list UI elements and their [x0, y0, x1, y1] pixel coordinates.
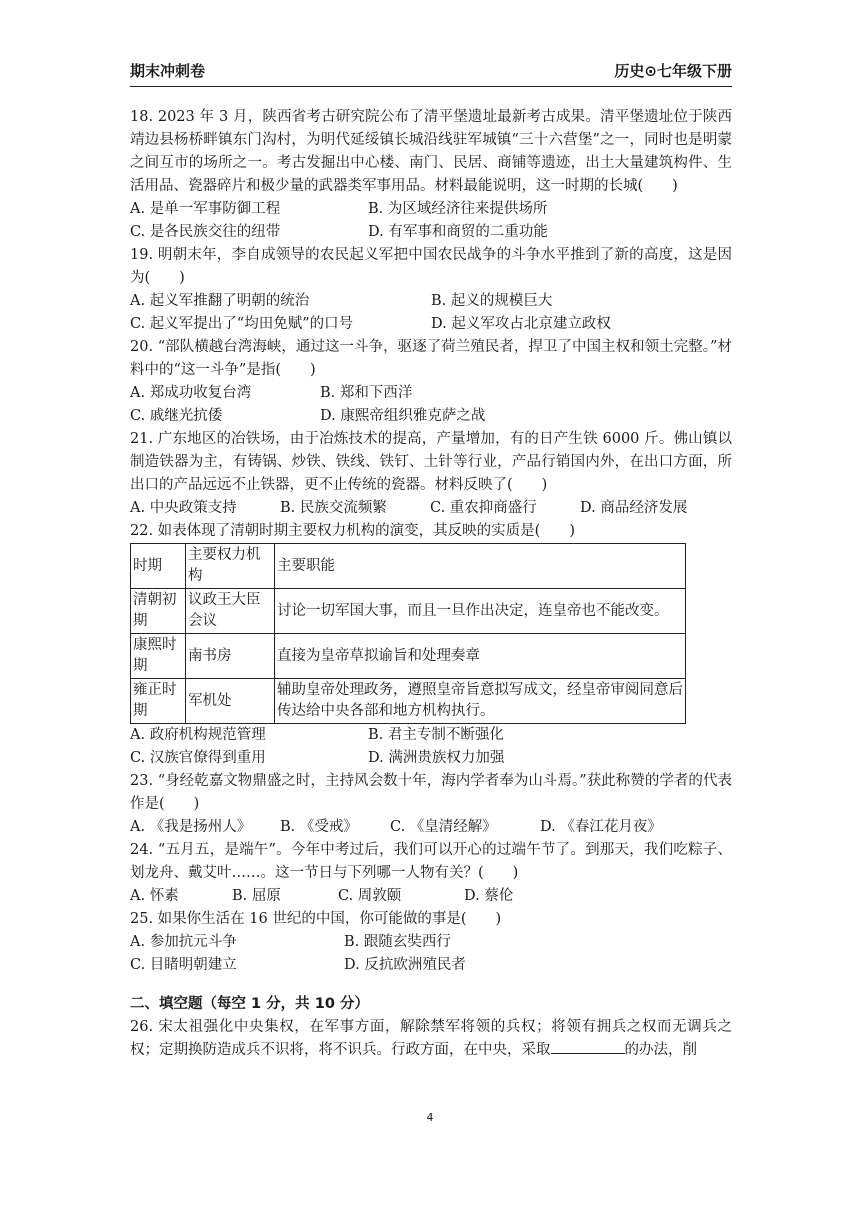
- question-18-options-row2: [130, 221, 732, 244]
- option-a: A. 郑成功收复台湾: [130, 385, 252, 401]
- table-row: [131, 679, 686, 724]
- exam-title: 期末冲刺卷: [130, 62, 206, 80]
- option-a: A. 起义军推翻了明朝的统治: [130, 293, 310, 309]
- option-d: D. 《春江花月夜》: [540, 819, 662, 835]
- question-25-stem: 25. 如果你生活在 16 世纪的中国，你可能做的事是( ): [130, 911, 502, 927]
- option-b: B. 民族交流频繁: [280, 500, 387, 516]
- option-b: B. 《受戒》: [280, 819, 358, 835]
- option-d: D. 起义军攻占北京建立政权: [431, 316, 611, 332]
- option-a: A. 怀素: [130, 888, 179, 904]
- page-header: [130, 56, 732, 87]
- question-25-options-row2: [130, 954, 732, 977]
- option-b: B. 屈原: [232, 888, 281, 904]
- question-18-stem: 18. 2023 年 3 月，陕西省考古研究院公布了清平堡遗址最新考古成果。清平堡遗址位于陕西靖边县杨桥畔镇东门沟村，为明代延绥镇长城沿线驻军城镇“三十六营堡”之一，同时也是明蒙之间互市的场所之一。考古发掘出中心楼、南门、民居、商铺等遗迹，出土大量建筑构件、生活用品、瓷器碎片和极少量的武器类军事用品。材料最能说明，这一时期的长城( ): [130, 109, 732, 194]
- question-26-text-part2: 的办法，削: [624, 1042, 697, 1058]
- question-22-options-row2: [130, 747, 732, 770]
- option-d: D. 商品经济发展: [580, 500, 688, 516]
- question-21-options: [130, 497, 732, 520]
- option-a: A. 参加抗元斗争: [130, 934, 237, 950]
- option-b: B. 君主专制不断强化: [368, 727, 504, 743]
- option-c: C. 起义军提出了“均田免赋”的口号: [130, 316, 354, 332]
- question-22-stem: 22. 如表体现了清朝时期主要权力机构的演变，其反映的实质是( ): [130, 523, 575, 539]
- option-c: C. 是各民族交往的纽带: [130, 224, 281, 240]
- table-cell: 辅助皇帝处理政务，遵照皇帝旨意拟写成文，经皇帝审阅同意后传达给中央各部和地方机构执行。: [275, 679, 686, 724]
- page-number: 4: [426, 1111, 434, 1124]
- option-c: C. 戚继光抗倭: [130, 408, 223, 424]
- table-cell: 康熙时期: [131, 634, 186, 679]
- question-19-options-row2: [130, 313, 732, 336]
- question-26-text-part1: 26. 宋太祖强化中央集权，在军事方面，解除禁军将领的兵权；将领有拥兵之权而无调兵之权；定期换防造成兵不识将，将不识兵。行政方面，在中央，采取: [130, 1019, 732, 1058]
- option-b: B. 起义的规模巨大: [431, 293, 553, 309]
- question-24-stem: 24. “五月五，是端午”。今年中考过后，我们可以开心的过端午节了。到那天，我们吃粽子、划龙舟、戴艾叶……。这一节日与下列哪一人物有关？( ): [130, 842, 732, 881]
- table-cell: 清朝初期: [131, 589, 186, 634]
- option-d: D. 反抗欧洲殖民者: [344, 957, 466, 973]
- question-26-stem: [130, 1016, 732, 1062]
- option-a: A. 政府机构规范管理: [130, 727, 266, 743]
- question-18-options-row1: [130, 198, 732, 221]
- option-d: D. 有军事和商贸的二重功能: [368, 224, 548, 240]
- question-20-options-row2: [130, 405, 732, 428]
- table-header-row: [131, 544, 686, 589]
- option-d: D. 康熙帝组织雅克萨之战: [320, 408, 486, 424]
- option-c: C. 《皇清经解》: [390, 819, 497, 835]
- option-a: A. 《我是扬州人》: [130, 819, 252, 835]
- table-cell: 直接为皇帝草拟谕旨和处理奏章: [275, 634, 686, 679]
- answer-blank[interactable]: [551, 1039, 625, 1054]
- option-c: C. 重农抑商盛行: [430, 500, 537, 516]
- question-19-stem: 19. 明朝末年，李自成领导的农民起义军把中国农民战争的斗争水平推到了新的高度，这是因为( ): [130, 247, 732, 286]
- table-header-cell: 主要权力机构: [186, 544, 275, 589]
- table-row: [131, 589, 686, 634]
- question-21-stem: 21. 广东地区的冶铁场，由于冶炼技术的提高，产量增加，有的日产生铁 6000 斤。佛山镇以制造铁器为主，有铸锅、炒铁、铁线、铁钉、土针等行业，产品行销国内外，在出口方面，所出口的产品远远不止铁器，更不止传统的瓷器。材料反映了( ): [130, 431, 732, 493]
- subject-label: 历史⊙七年级下册: [614, 62, 732, 80]
- question-19-options-row1: [130, 290, 732, 313]
- question-20-stem: 20. “部队横越台湾海峡，通过这一斗争，驱逐了荷兰殖民者，捍卫了中国主权和领土完整。”材料中的“这一斗争”是指( ): [130, 339, 732, 378]
- power-institutions-table: [130, 543, 686, 724]
- option-b: B. 郑和下西洋: [320, 385, 413, 401]
- table-header-cell: 主要职能: [275, 544, 686, 589]
- question-content: [130, 106, 732, 1062]
- option-c: C. 目睹明朝建立: [130, 957, 237, 973]
- table-cell: 雍正时期: [131, 679, 186, 724]
- table-cell: 南书房: [186, 634, 275, 679]
- option-a: A. 是单一军事防御工程: [130, 201, 281, 217]
- question-23-stem: 23. “身经乾嘉文物鼎盛之时，主持风会数十年，海内学者奉为山斗焉。”获此称赞的学者的代表作是( ): [130, 773, 732, 812]
- table-row: [131, 634, 686, 679]
- question-24-options: [130, 885, 732, 908]
- table-header-cell: 时期: [131, 544, 186, 589]
- section-heading: 二、填空题（每空 1 分，共 10 分）: [130, 996, 369, 1012]
- option-c: C. 汉族官僚得到重用: [130, 750, 266, 766]
- table-cell: 军机处: [186, 679, 275, 724]
- question-22-options-row1: [130, 724, 732, 747]
- table-cell: 议政王大臣会议: [186, 589, 275, 634]
- option-b: B. 为区域经济往来提供场所: [368, 201, 548, 217]
- question-20-options-row1: [130, 382, 732, 405]
- option-b: B. 跟随玄奘西行: [344, 934, 451, 950]
- option-c: C. 周敦颐: [338, 888, 402, 904]
- table-cell: 讨论一切军国大事，而且一旦作出决定，连皇帝也不能改变。: [275, 589, 686, 634]
- option-d: D. 满洲贵族权力加强: [368, 750, 505, 766]
- question-23-options: [130, 816, 732, 839]
- option-a: A. 中央政策支持: [130, 500, 237, 516]
- question-25-options-row1: [130, 931, 732, 954]
- option-d: D. 蔡伦: [464, 888, 514, 904]
